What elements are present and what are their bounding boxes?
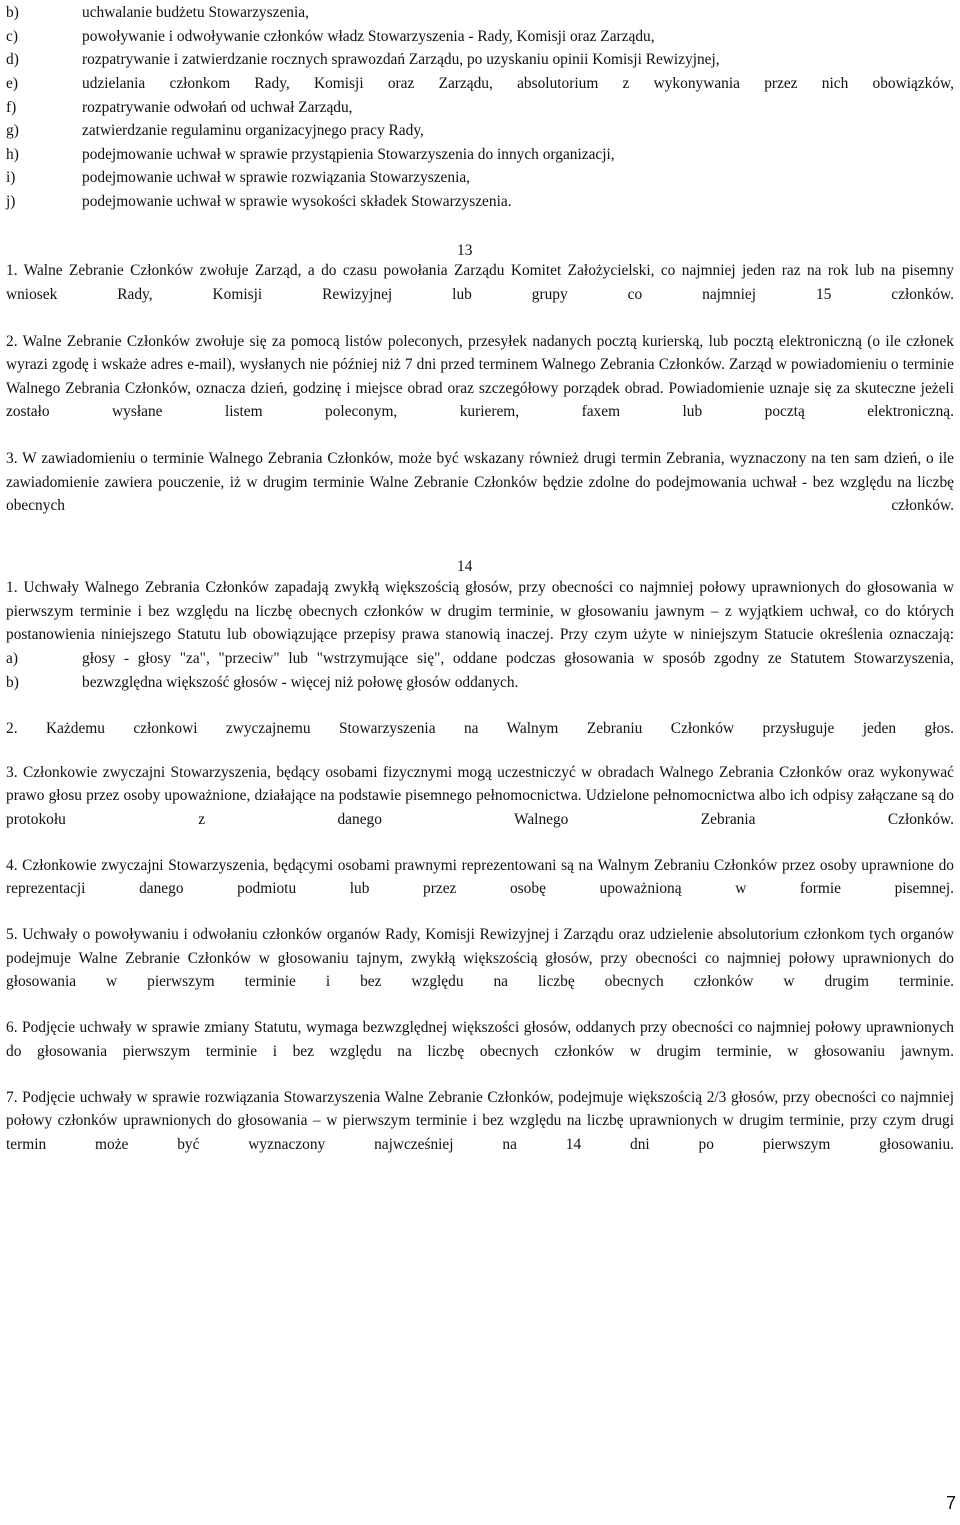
section13-paragraph-3: 3. W zawiadomieniu o terminie Walnego Zebrania Członków, może być wskazany również drugi termin Zebrania, wyznaczony na ten sam dzień, o ile zawiadomienie zawiera pouczenie, iż w drugim terminie Walne Zebranie Członków będzie zdolne do podejmowania uchwał - bez względu na liczbę obecnych członków.	[6, 450, 954, 514]
section-heading-14: 14	[457, 558, 473, 575]
list-item-j: j) podejmowanie uchwał w sprawie wysokości składek Stowarzyszenia.	[6, 192, 512, 210]
section14-paragraph-3: 3. Członkowie zwyczajni Stowarzyszenia, będący osobami fizycznymi mogą uczestniczyć w obradach Walnego Zebrania Członków oraz wykonywać prawo głosu przez osoby upoważnione, działające na podstawie pisemnego pełnomocnictwa. Udzielone pełnomocnictwa albo ich odpisy załączane są do protokołu z danego Walnego Zebrania Członków.	[6, 763, 954, 828]
list-item-b: b) uchwalanie budżetu Stowarzyszenia,	[6, 4, 309, 21]
list-item-i: i) podejmowanie uchwał w sprawie rozwiązania Stowarzyszenia,	[6, 169, 471, 186]
section14-paragraph-7: 7. Podjęcie uchwały w sprawie rozwiązania Stowarzyszenia Walne Zebranie Członków, podejmuje większością 2/3 głosów, przy obecności co najmniej połowy członków uprawnionych do głosowania – w pierwszym terminie i bez względu na liczbę uprawnionych w drugim terminie, przy czym drugi termin może być wyznaczony najwcześniej na 14 dni po pierwszym głosowaniu.	[6, 1088, 954, 1153]
list-item-c: c) powoływanie i odwoływanie członków władz Stowarzyszenia - Rady, Komisji oraz Zarządu,	[6, 27, 655, 45]
section14-paragraph-6: 6. Podjęcie uchwały w sprawie zmiany Statutu, wymaga bezwzględnej większości głosów, oddanych przy obecności co najmniej połowy uprawnionych do głosowania pierwszym terminie i bez względu na liczbę obecnych członków w drugim terminie, w głosowaniu jawnym.	[6, 1019, 954, 1060]
list-item-f: f) rozpatrywanie odwołań od uchwał Zarządu,	[6, 98, 353, 116]
list-item-d: d) rozpatrywanie i zatwierdzanie rocznych sprawozdań Zarządu, po uzyskaniu opinii Komisji Rewizyjnej,	[6, 51, 720, 68]
section14-paragraph-5: 5. Uchwały o powoływaniu i odwołaniu członków organów Rady, Komisji Rewizyjnej i Zarządu oraz udzielenie absolutorium członkom tych organów podejmuje Walne Zebranie Członków w głosowaniu tajnym, zwykłą większością głosów, przy obecności co najmniej połowy uprawnionych do głosowania w pierwszym terminie i bez względu na liczbę obecnych członków w drugim terminie.	[6, 926, 954, 990]
list-item-h: h) podejmowanie uchwał w sprawie przystąpienia Stowarzyszenia do innych organizacji,	[6, 145, 615, 163]
section14-paragraph-2: 2. Każdemu członkowi zwyczajnemu Stowarzyszenia na Walnym Zebraniu Członków przysługuje jeden głos.	[6, 719, 954, 737]
list-item-g: g) zatwierdzanie regulaminu organizacyjnego pracy Rady,	[6, 122, 424, 139]
page-number: 7	[945, 1493, 956, 1513]
definition-item-a: a) głosy - głosy "za", "przeciw" lub "wstrzymujące się", oddane podczas głosowania w sposób zgodny ze Statutem Stowarzyszenia,	[6, 650, 954, 667]
definition-list	[6, 647, 954, 695]
section13-paragraph-1: 1. Walne Zebranie Członków zwołuje Zarząd, a do czasu powołania Zarządu Komitet Założycielski, co najmniej jeden raz na rok lub na pisemny wniosek Rady, Komisji Rewizyjnej lub grupy co najmniej 15 członków.	[6, 262, 954, 303]
document-page	[6, 0, 954, 1180]
list-item-e: e) udzielania członkom Rady, Komisji oraz Zarządu, absolutorium z wykonywania przez nich obowiązków,	[6, 74, 954, 92]
section14-paragraph-4: 4. Członkowie zwyczajni Stowarzyszenia, będącymi osobami prawnymi reprezentowani są na Walnym Zebraniu Członków przez osoby uprawnione do reprezentacji danego podmiotu lub przez osobę upoważnioną w formie pisemnej.	[6, 856, 954, 897]
section-heading-13: 13	[457, 242, 473, 259]
section13-paragraph-2: 2. Walne Zebranie Członków zwołuje się za pomocą listów poleconych, przesyłek nadanych pocztą kurierską, lub pocztą elektroniczną (o ile członek wyrazi zgodę i wskaże adres e-mail), wysłanych nie później niż 7 dni przed terminem Walnego Zebrania Członków. Zarząd w powiadomieniu o terminie Walnego Zebrania Członków, oznacza dzień, godzinę i miejsce obrad oraz szczegółowy porządek obrad. Powiadomienie uznaje się za skuteczne jeżeli zostało wysłane listem poleconym, kurierem, faxem lub pocztą elektroniczną.	[6, 332, 954, 420]
definition-item-b: b) bezwzględna większość głosów - więcej niż połowę głosów oddanych.	[6, 674, 519, 691]
top-list	[6, 1, 954, 213]
section14-paragraph-1: 1. Uchwały Walnego Zebrania Członków zapadają zwykłą większością głosów, przy obecności co najmniej połowy uprawnionych do głosowania w pierwszym terminie i bez względu na liczbę obecnych członków w drugim terminie, w głosowaniu jawnym – z wyjątkiem uchwał, co do których postanowienia niniejszego Statutu lub obowiązujące przepisy prawa stanowią inaczej. Przy czym użyte w niniejszym Statucie określenia oznaczają:	[6, 579, 954, 643]
